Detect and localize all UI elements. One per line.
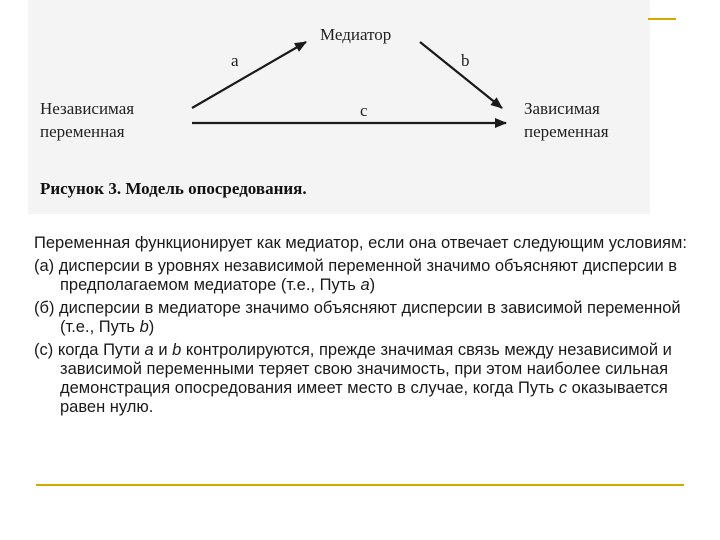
condition-a-text: (а) дисперсии в уровнях независимой переменной значимо объясняют дисперсии в предполагаемом медиаторе (т.е., Путь <box>34 257 678 294</box>
dependent-variable-label-line1: Зависимая <box>524 99 600 118</box>
condition-c-path-b: b <box>172 341 182 359</box>
path-b-label: b <box>461 51 470 70</box>
path-a-arrow <box>192 42 306 108</box>
mediation-diagram <box>28 0 650 214</box>
path-a-label: a <box>231 51 239 70</box>
accent-line-bottom <box>36 484 684 486</box>
intro-text: Переменная функционирует как медиатор, если она отвечает следующим условиям: <box>34 234 687 252</box>
mediation-figure <box>28 0 650 214</box>
condition-c-conjunction: и <box>153 341 173 359</box>
condition-a <box>34 257 704 295</box>
independent-variable-label-line1: Независимая <box>40 99 135 118</box>
condition-c-text-end: оказывается равен нулю. <box>60 379 668 416</box>
condition-c-text-middle: контролируются, прежде значимая связь между независимой и зависимой переменными теряет свою значимость, при этом наиболее сильная демонстрация опосредования имеет место в случае, когда Путь <box>60 341 672 397</box>
independent-variable-label-line2: переменная <box>40 122 125 141</box>
condition-c-text-start: (с) когда Пути <box>34 341 145 359</box>
condition-c-path-a: a <box>144 341 154 359</box>
intro-paragraph <box>34 234 704 253</box>
condition-b <box>34 299 704 337</box>
condition-b-text: (б) дисперсии в медиаторе значимо объясняют дисперсии в зависимой переменной (т.е., Путь <box>34 299 681 336</box>
condition-a-path: a <box>360 276 370 294</box>
condition-c <box>34 341 704 417</box>
figure-caption: Рисунок 3. Модель опосредования. <box>40 179 307 198</box>
mediator-label: Медиатор <box>320 25 392 44</box>
accent-line-top <box>648 18 676 20</box>
condition-c-path-c: c <box>558 379 568 397</box>
body-text <box>34 234 704 421</box>
path-c-label: c <box>360 101 368 120</box>
dependent-variable-label-line2: переменная <box>524 122 609 141</box>
condition-b-path: b <box>139 318 149 336</box>
condition-a-end: ) <box>369 276 376 294</box>
condition-b-end: ) <box>148 318 155 336</box>
